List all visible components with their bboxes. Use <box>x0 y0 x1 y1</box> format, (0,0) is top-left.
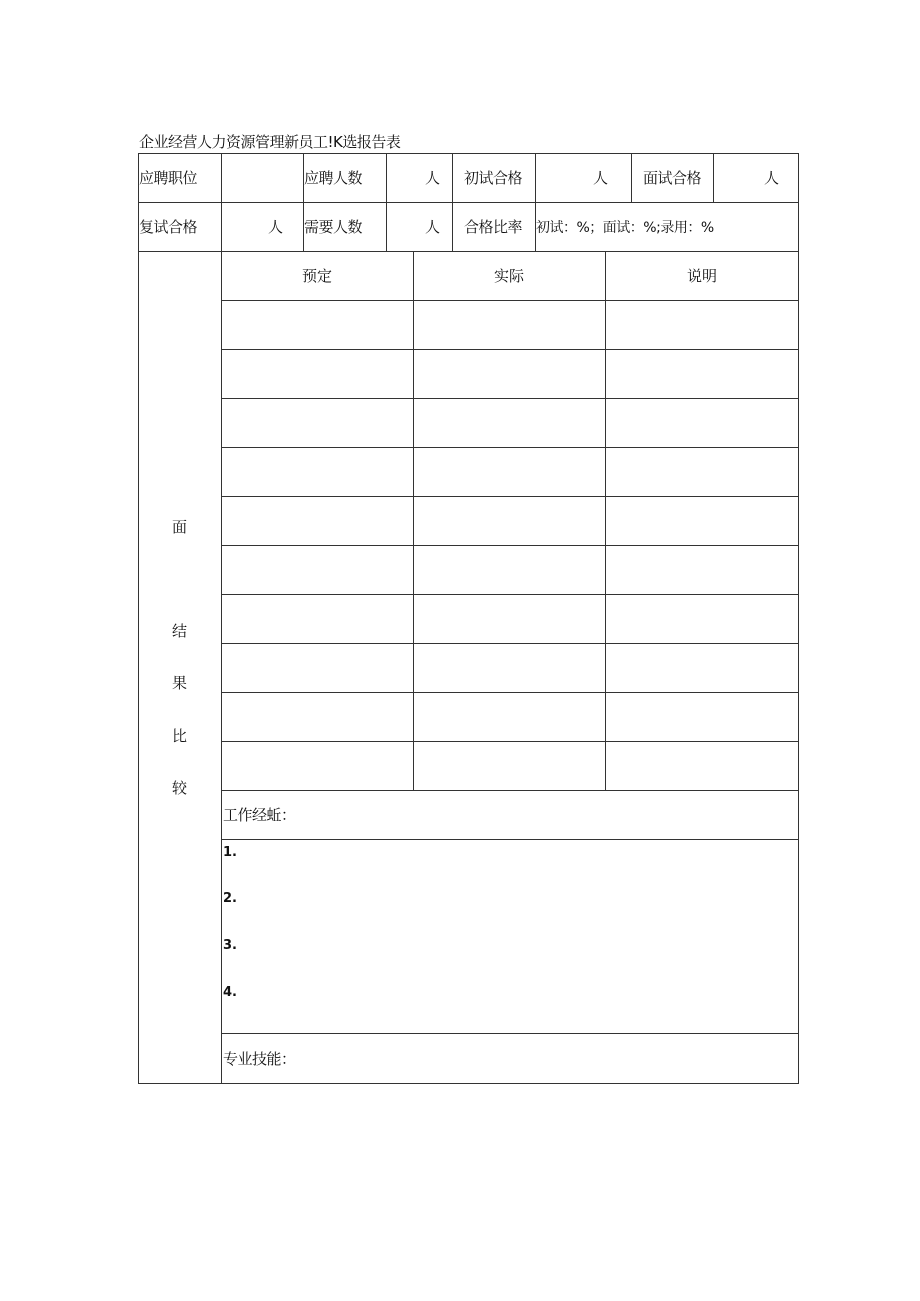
table-cell[interactable] <box>222 546 413 594</box>
table-cell[interactable] <box>222 497 413 545</box>
table-cell[interactable] <box>606 350 798 398</box>
table-cell[interactable] <box>414 595 605 643</box>
position-label: 应聘职位 <box>139 169 198 187</box>
table-cell[interactable] <box>414 693 605 741</box>
table-cell[interactable] <box>222 644 413 692</box>
list-item-number: 2. <box>223 891 237 906</box>
list-item-number: 1. <box>223 845 237 860</box>
table-cell[interactable] <box>414 301 605 349</box>
retest-pass-label: 复试合格 <box>139 218 198 236</box>
first-pass-label: 初试合格 <box>464 169 523 187</box>
table-cell[interactable] <box>606 448 798 496</box>
side-label-char: 比 <box>172 727 188 745</box>
side-label-char: 果 <box>172 674 188 692</box>
applicants-label: 应聘人数 <box>304 169 363 187</box>
applicants-input[interactable]: 人 <box>424 169 440 187</box>
skills-label: 专业技能： <box>223 1049 296 1068</box>
retest-pass-input[interactable]: 人 <box>267 218 283 236</box>
form-title: 企业经营人力资源管理新员工!K选报告表 <box>139 133 401 151</box>
side-label-char: 较 <box>172 779 188 797</box>
table-cell[interactable] <box>414 497 605 545</box>
interview-pass-input[interactable]: 人 <box>763 169 779 187</box>
list-item-number: 4. <box>223 985 237 1000</box>
list-item-number: 3. <box>223 938 237 953</box>
table-cell[interactable] <box>222 742 413 790</box>
table-cell[interactable] <box>606 497 798 545</box>
pass-ratio-value[interactable]: 初试：%；面试：%;录用：% <box>536 219 714 236</box>
table-cell[interactable] <box>606 644 798 692</box>
table-cell[interactable] <box>606 546 798 594</box>
table-cell[interactable] <box>414 644 605 692</box>
table-cell[interactable] <box>606 301 798 349</box>
side-label-char: 结 <box>172 622 188 640</box>
position-input[interactable] <box>222 154 303 202</box>
table-cell[interactable] <box>606 742 798 790</box>
table-cell[interactable] <box>222 399 413 447</box>
table-cell[interactable] <box>606 399 798 447</box>
table-cell[interactable] <box>414 448 605 496</box>
first-pass-input[interactable]: 人 <box>592 169 608 187</box>
header-notes: 说明 <box>686 267 717 285</box>
selection-report-table <box>138 153 799 1084</box>
table-cell[interactable] <box>222 448 413 496</box>
header-actual: 实际 <box>493 267 524 285</box>
table-cell[interactable] <box>606 595 798 643</box>
work-experience-label: 工作经蚯： <box>223 806 296 824</box>
interview-pass-label: 面试合格 <box>643 169 702 187</box>
table-cell[interactable] <box>414 350 605 398</box>
needed-label: 需要人数 <box>304 218 363 236</box>
table-cell[interactable] <box>222 595 413 643</box>
table-cell[interactable] <box>414 399 605 447</box>
table-cell[interactable] <box>414 742 605 790</box>
table-cell[interactable] <box>606 693 798 741</box>
pass-ratio-label: 合格比率 <box>464 218 523 236</box>
needed-input[interactable]: 人 <box>424 218 440 236</box>
header-planned: 预定 <box>301 267 332 285</box>
table-cell[interactable] <box>222 693 413 741</box>
table-cell[interactable] <box>222 350 413 398</box>
table-cell[interactable] <box>414 546 605 594</box>
side-label-char: 面 <box>172 518 188 536</box>
table-cell[interactable] <box>222 301 413 349</box>
